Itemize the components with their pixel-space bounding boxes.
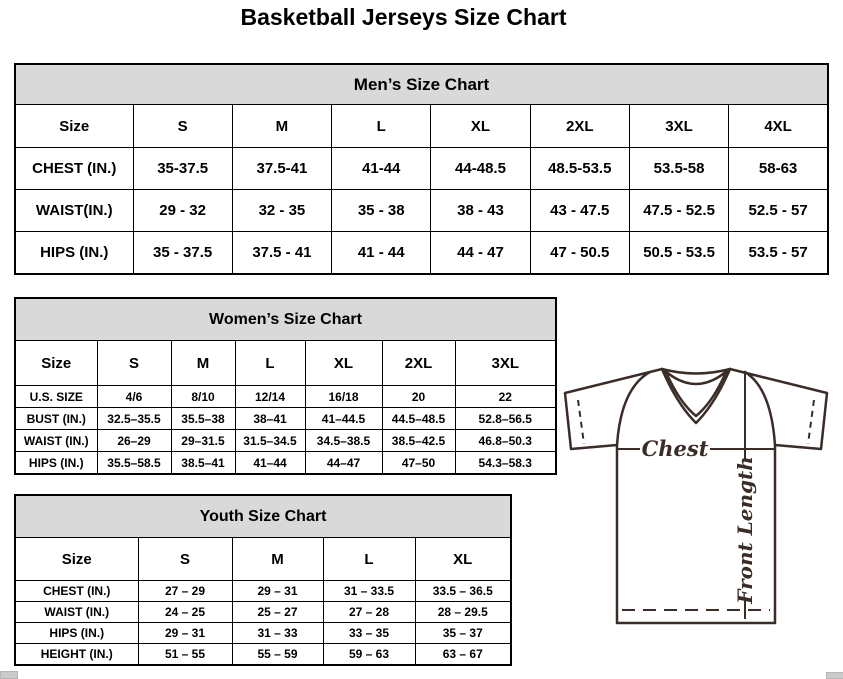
table-cell: 35 - 37.5 [133,232,232,275]
row-label: HIPS (IN.) [15,623,138,644]
table-cell: 31 – 33.5 [323,581,415,602]
column-header: M [232,105,331,148]
table-cell: 38 - 43 [431,190,530,232]
row-label: WAIST (IN.) [15,430,97,452]
row-label: U.S. SIZE [15,386,97,408]
column-header: XL [415,538,511,581]
table-cell: 34.5–38.5 [305,430,382,452]
column-header: L [235,341,305,386]
table-cell: 46.8–50.3 [455,430,556,452]
column-header: M [232,538,323,581]
size-row-label: Size [15,538,138,581]
table-cell: 50.5 - 53.5 [629,232,728,275]
table-cell: 41–44 [235,452,305,475]
table-cell: 29 - 32 [133,190,232,232]
table-row [15,386,556,408]
row-label: HIPS (IN.) [15,232,133,275]
table-cell: 32.5–35.5 [97,408,171,430]
table-cell: 4/6 [97,386,171,408]
row-label: HEIGHT (IN.) [15,644,138,666]
table-cell: 29 – 31 [138,623,232,644]
table-cell: 12/14 [235,386,305,408]
mens-table-title: Men’s Size Chart [15,64,828,105]
table-cell: 33.5 – 36.5 [415,581,511,602]
table-row [15,602,511,623]
table-cell: 38.5–41 [171,452,235,475]
column-header: L [323,538,415,581]
table-header-row [15,538,511,581]
horizontal-scrollbar-fragment-right[interactable] [826,672,843,679]
table-cell: 41–44.5 [305,408,382,430]
column-header: 2XL [530,105,629,148]
table-row [15,148,828,190]
column-header: 4XL [729,105,828,148]
table-cell: 51 – 55 [138,644,232,666]
table-cell: 44 - 47 [431,232,530,275]
table-cell: 52.8–56.5 [455,408,556,430]
table-row [15,644,511,666]
column-header: XL [431,105,530,148]
table-cell: 55 – 59 [232,644,323,666]
column-header: 3XL [455,341,556,386]
table-cell: 44-48.5 [431,148,530,190]
table-cell: 47 - 50.5 [530,232,629,275]
table-cell: 29 – 31 [232,581,323,602]
table-cell: 41 - 44 [332,232,431,275]
table-cell: 63 – 67 [415,644,511,666]
table-cell: 53.5 - 57 [729,232,828,275]
column-header: L [332,105,431,148]
table-cell: 25 – 27 [232,602,323,623]
table-cell: 24 – 25 [138,602,232,623]
table-cell: 26–29 [97,430,171,452]
womens-size-chart-table [14,297,557,475]
row-label: WAIST (IN.) [15,602,138,623]
table-cell: 33 – 35 [323,623,415,644]
table-cell: 43 - 47.5 [530,190,629,232]
table-row [15,232,828,275]
column-header: S [133,105,232,148]
youth-size-chart-table [14,494,512,666]
horizontal-scrollbar-fragment-left[interactable] [0,671,18,679]
table-cell: 53.5-58 [629,148,728,190]
table-cell: 47.5 - 52.5 [629,190,728,232]
table-row [15,581,511,602]
table-row [15,623,511,644]
row-label: WAIST(IN.) [15,190,133,232]
table-cell: 58-63 [729,148,828,190]
table-cell: 32 - 35 [232,190,331,232]
table-row [15,430,556,452]
front-length-label: Front Length [733,456,757,604]
table-cell: 35.5–58.5 [97,452,171,475]
table-cell: 27 – 29 [138,581,232,602]
table-cell: 29–31.5 [171,430,235,452]
row-label: CHEST (IN.) [15,581,138,602]
size-row-label: Size [15,341,97,386]
table-cell: 37.5-41 [232,148,331,190]
table-cell: 35 - 38 [332,190,431,232]
table-cell: 35-37.5 [133,148,232,190]
table-cell: 8/10 [171,386,235,408]
table-header-row [15,341,556,386]
table-cell: 44.5–48.5 [382,408,455,430]
table-row [15,408,556,430]
row-label: CHEST (IN.) [15,148,133,190]
jersey-measurement-diagram [555,360,840,660]
table-cell: 59 – 63 [323,644,415,666]
size-row-label: Size [15,105,133,148]
table-cell: 27 – 28 [323,602,415,623]
chest-label: Chest [641,436,709,461]
table-cell: 20 [382,386,455,408]
page-title: Basketball Jerseys Size Chart [240,4,567,30]
jersey-outline [565,369,827,623]
table-cell: 38–41 [235,408,305,430]
table-cell: 35 – 37 [415,623,511,644]
table-cell: 54.3–58.3 [455,452,556,475]
column-header: S [138,538,232,581]
table-cell: 44–47 [305,452,382,475]
table-cell: 38.5–42.5 [382,430,455,452]
table-cell: 48.5-53.5 [530,148,629,190]
table-cell: 28 – 29.5 [415,602,511,623]
table-cell: 22 [455,386,556,408]
column-header: XL [305,341,382,386]
mens-size-chart-table [14,63,829,275]
table-cell: 31.5–34.5 [235,430,305,452]
table-cell: 31 – 33 [232,623,323,644]
table-row [15,190,828,232]
womens-table-title: Women’s Size Chart [15,298,556,341]
table-row [15,452,556,475]
row-label: BUST (IN.) [15,408,97,430]
column-header: 2XL [382,341,455,386]
youth-table-title: Youth Size Chart [15,495,511,538]
row-label: HIPS (IN.) [15,452,97,475]
column-header: S [97,341,171,386]
table-cell: 16/18 [305,386,382,408]
table-cell: 41-44 [332,148,431,190]
column-header: M [171,341,235,386]
column-header: 3XL [629,105,728,148]
table-cell: 52.5 - 57 [729,190,828,232]
table-cell: 47–50 [382,452,455,475]
table-header-row [15,105,828,148]
table-cell: 37.5 - 41 [232,232,331,275]
table-cell: 35.5–38 [171,408,235,430]
